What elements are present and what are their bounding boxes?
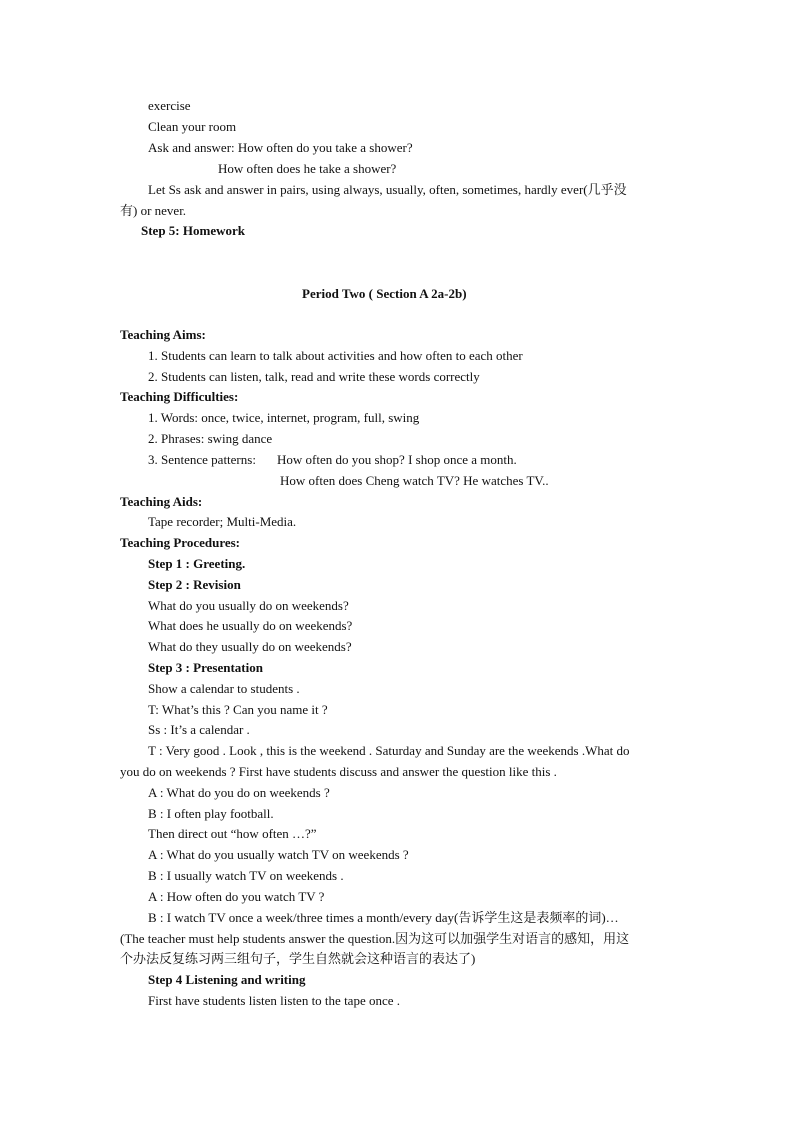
step4-heading: Step 4 Listening and writing xyxy=(148,972,306,987)
difficulty-pattern-1: How often do you shop? I shop once a month. xyxy=(277,452,517,467)
dialogue-line: B : I watch TV once a week/three times a month/every day(告诉学生这是表频率的词)… xyxy=(148,910,619,925)
aim-item: 1. Students can learn to talk about activities and how often to each other xyxy=(148,348,523,363)
ask-answer-line: Ask and answer: How often do you take a shower? xyxy=(148,140,413,155)
step2-heading: Step 2 : Revision xyxy=(148,577,241,592)
teacher-note: (The teacher must help students answer the question.因为这可以加强学生对语言的感知，用这 xyxy=(120,931,630,946)
dialogue-line: A : How often do you watch TV ? xyxy=(148,889,325,904)
listening-line: First have students listen listen to the tape once . xyxy=(148,993,401,1008)
presentation-line: Ss : It’s a calendar . xyxy=(148,722,250,737)
presentation-line: you do on weekends ? First have students discuss and answer the question like this . xyxy=(120,764,557,779)
aim-item: 2. Students can listen, talk, read and write these words correctly xyxy=(148,369,480,384)
pair-practice-line-cont: 有) or never. xyxy=(120,203,187,218)
difficulty-words: 1. Words: once, twice, internet, program, full, swing xyxy=(148,410,420,425)
pair-practice-line: Let Ss ask and answer in pairs, using always, usually, often, sometimes, hardly ever(几乎没 xyxy=(148,182,627,197)
dialogue-line: B : I often play football. xyxy=(148,806,274,821)
procedures-heading: Teaching Procedures: xyxy=(120,535,241,550)
dialogue-line: A : What do you do on weekends ? xyxy=(148,785,330,800)
step3-heading: Step 3 : Presentation xyxy=(148,660,263,675)
period-title: Period Two ( Section A 2a-2b) xyxy=(302,286,467,301)
ask-answer-line-2: How often does he take a shower? xyxy=(218,161,397,176)
aids-text: Tape recorder; Multi-Media. xyxy=(148,514,297,529)
dialogue-line: A : What do you usually watch TV on weekends ? xyxy=(148,847,409,862)
presentation-line: T: What’s this ? Can you name it ? xyxy=(148,702,328,717)
revision-question: What do you usually do on weekends? xyxy=(148,598,349,613)
teacher-note-cont: 个办法反复练习两三组句子，学生自然就会这种语言的表达了) xyxy=(120,951,476,966)
clean-room-line: Clean your room xyxy=(148,119,237,134)
revision-question: What does he usually do on weekends? xyxy=(148,618,353,633)
step5-heading: Step 5: Homework xyxy=(141,223,245,238)
step1-heading: Step 1 : Greeting. xyxy=(148,556,246,571)
exercise-line: exercise xyxy=(148,98,191,113)
difficulty-phrases: 2. Phrases: swing dance xyxy=(148,431,273,446)
presentation-line: Show a calendar to students . xyxy=(148,681,300,696)
difficulty-pattern-2: How often does Cheng watch TV? He watches TV.. xyxy=(280,473,549,488)
aids-heading: Teaching Aids: xyxy=(120,494,203,509)
revision-question: What do they usually do on weekends? xyxy=(148,639,352,654)
dialogue-line: B : I usually watch TV on weekends . xyxy=(148,868,344,883)
difficulties-heading: Teaching Difficulties: xyxy=(120,389,239,404)
aims-heading: Teaching Aims: xyxy=(120,327,206,342)
presentation-line: Then direct out “how often …?” xyxy=(148,826,317,841)
difficulty-patterns-label: 3. Sentence patterns: xyxy=(148,452,256,467)
presentation-line: T : Very good . Look , this is the weekend . Saturday and Sunday are the weekends .What do xyxy=(148,743,630,758)
